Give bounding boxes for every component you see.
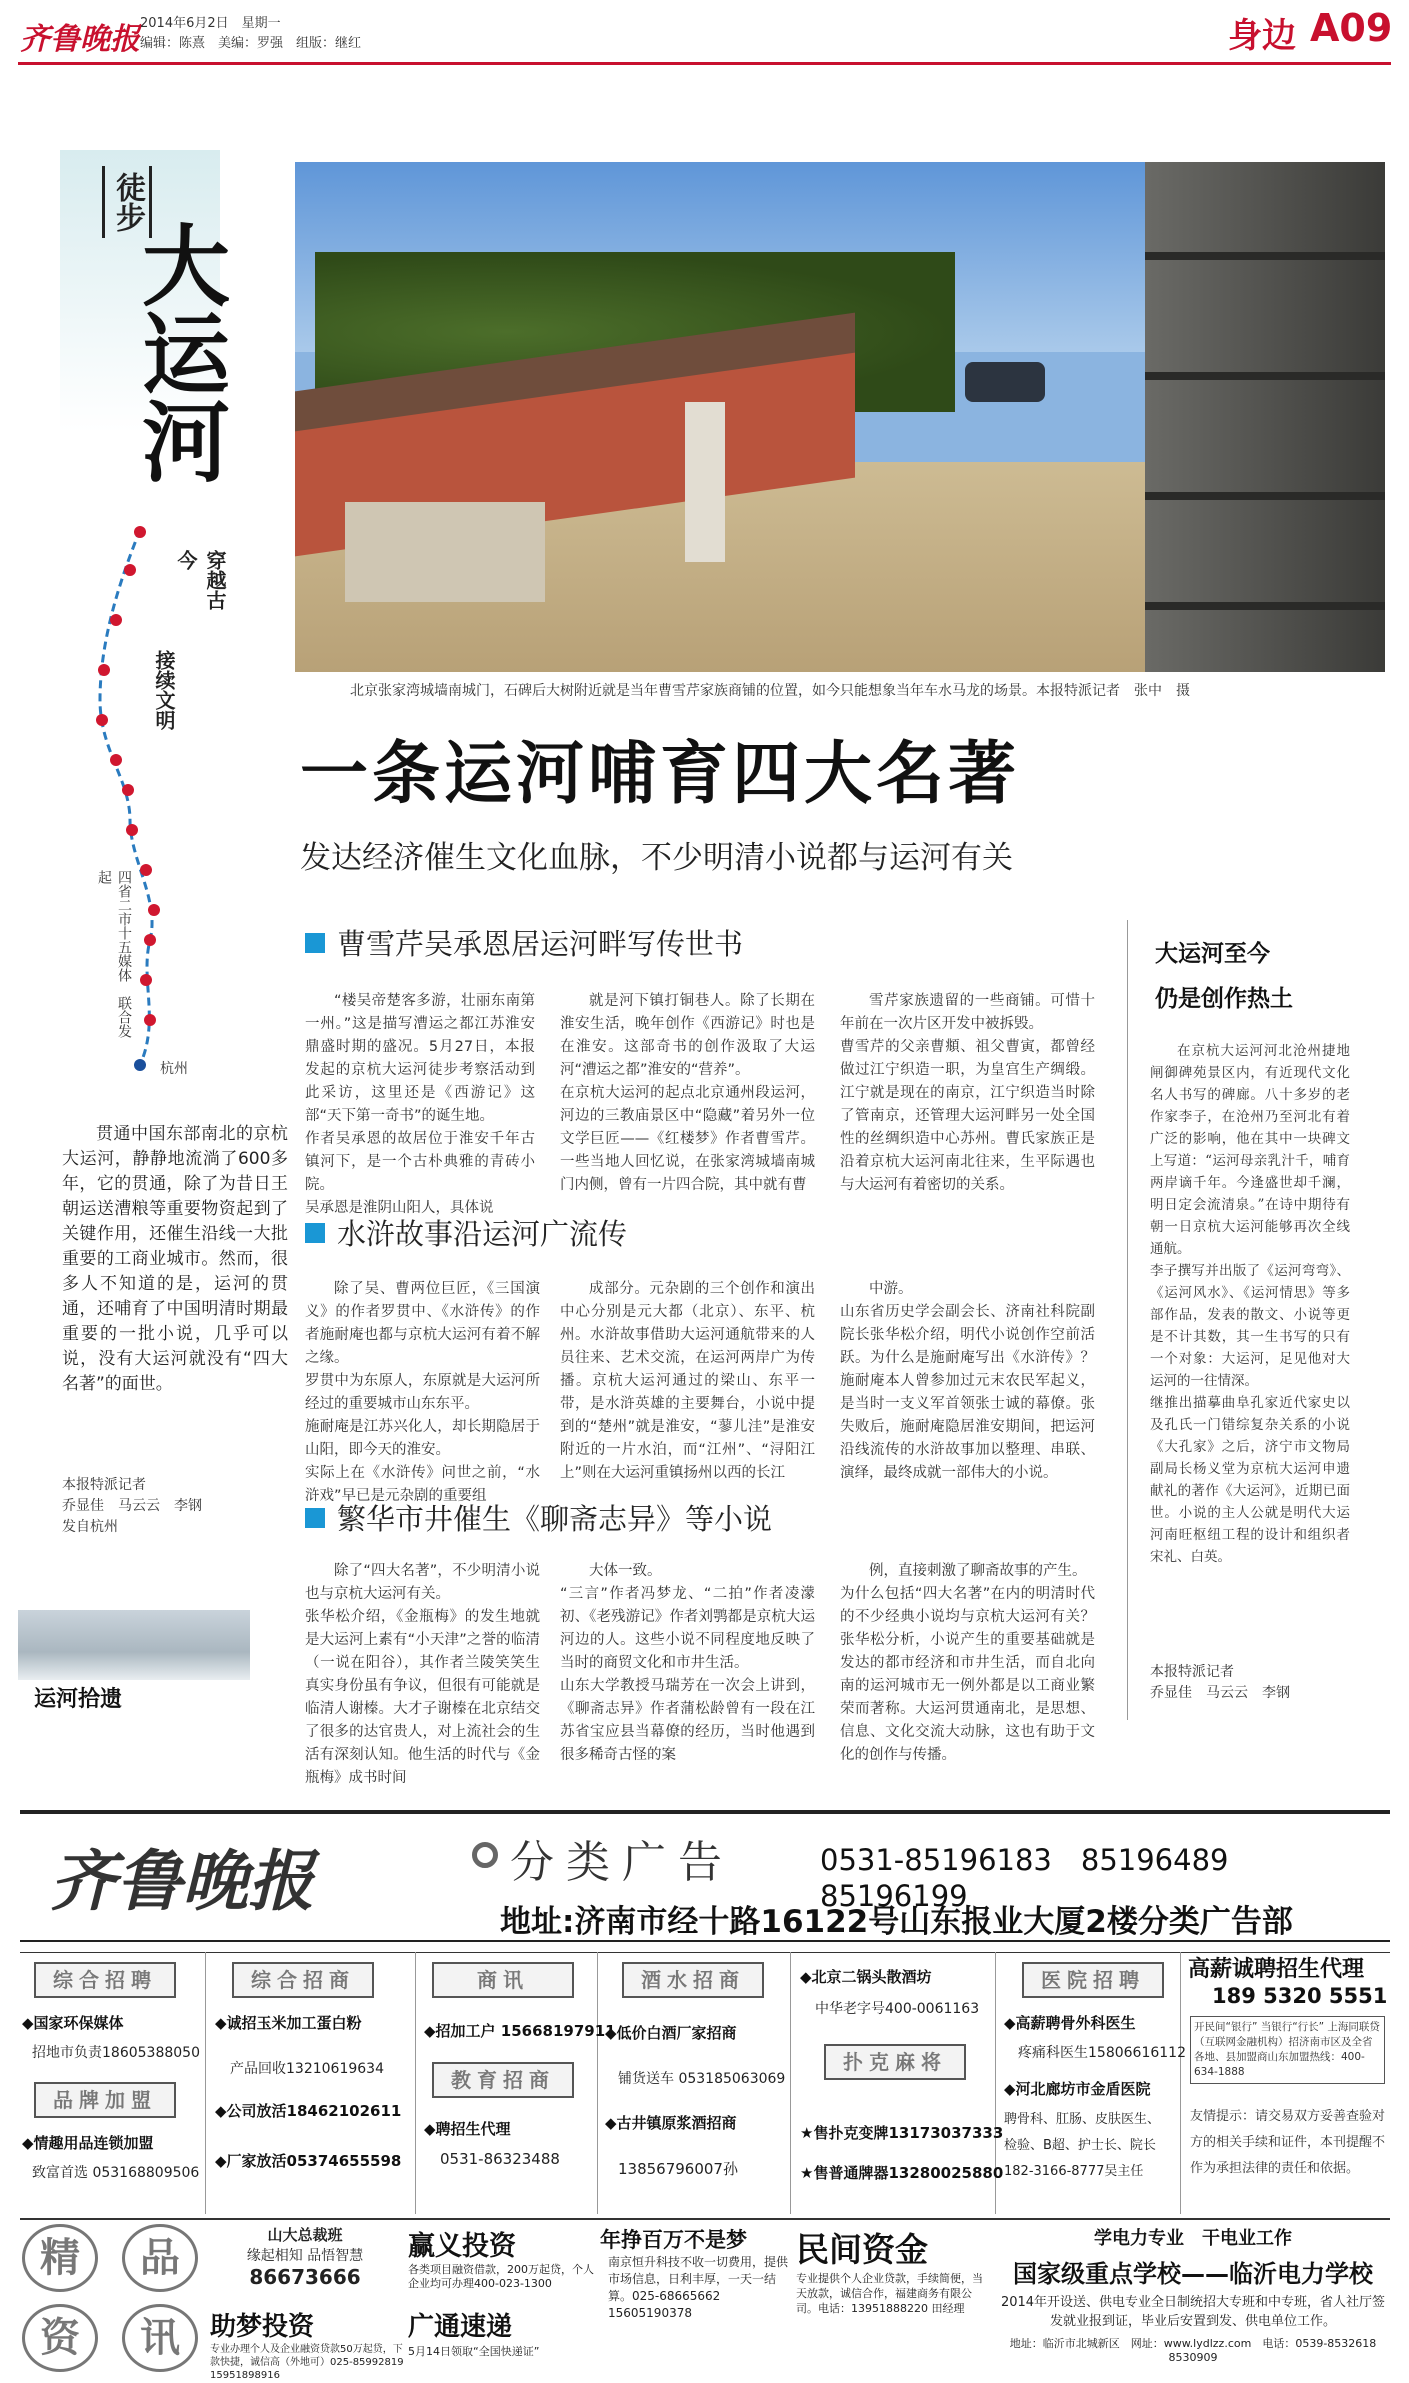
category-label: 商讯 [432,1962,574,1998]
classified-ad: ◆低价白酒厂家招商 [605,2024,737,2042]
ad-title: 民间资金 [796,2230,928,2269]
section-1-title [305,922,743,963]
classified-ad-detail: 招地市负责18605388050 [32,2045,200,2061]
section-bullet [305,933,325,953]
grid-col-rule [790,1952,791,2214]
article-headline: 一条运河哺育四大名著 [300,735,1021,814]
classified-ad-detail: 0531-86323488 [440,2150,560,2168]
category-label: 酒水招商 [622,1962,764,1998]
ad-tech [600,2224,790,2378]
classified-ad: ◆河北廊坊市金盾医院 [1004,2080,1151,2098]
ad-sub: 专业办理个人及企业融资贷款50万起贷，下款快捷，诚信高（外地可）025-85992819 15951898916 [210,2344,404,2381]
classified-ad: ◆公司放活18462102611 [215,2102,402,2120]
classified-ad-detail: 13856796007孙 [618,2160,738,2178]
classified-address: 地址:济南市经十路16122号山东报业大厦2楼分类广告部 [500,1904,1293,1940]
classified-title: 分类广告 [510,1837,734,1888]
ad-phone: 86673666 [249,2265,361,2289]
category-label: 综合招聘 [34,1962,176,1998]
classified-ad-detail: 182-3166-8777吴主任 [1004,2164,1144,2179]
ad-title: 助梦投资 [210,2312,315,2342]
recruit-note: 开民间“银行” 当银行“行长” 上海同联贷（互联网金融机构）招济南市区及全省各地、县加盟商山东加盟热线：400-634-1888 [1190,2016,1385,2084]
ad-title: 国家级重点学校——临沂电力学校 [1013,2260,1373,2288]
ad-sub: 缘起相知 品悟智慧 [246,2248,364,2264]
s3-col3: 例，直接刺激了聊斋故事的产生。 为什么包括“四大名著”在内的明清时代的不少经典小说均与京杭大运河有关？张华松分析，小说产生的重要基础就是发达的都市经济和市井生活，而自北向南的运河城市无一例外都是以工商业繁荣而著称。大运河贯通南北，是思想、信息、文化交流大动脉，这也有助于文化的创作与传播。 [840,1563,1095,1763]
grid-col-rule [205,1952,206,2214]
classified-ad: ◆高薪聘骨外科医生 [1004,2014,1136,2032]
classified-ad: ★售扑克变牌13173037333 [800,2124,1004,2142]
byline-role: 本报特派记者 [62,1477,146,1493]
grid-rule-top [20,1952,1390,1953]
ad-sub: 南京恒升科技不收一切费用，提供市场信息，日利丰厚，一天一结算。025-68665662 15605190378 [608,2255,789,2320]
tagline-2: 接续文明 [152,650,176,730]
side-title-1: 大运河至今 [1155,941,1270,967]
bottom-rule [20,2218,1390,2220]
classified-circle-icon [472,1842,498,1868]
ad-title: 山大总裁班 [267,2226,343,2244]
series-title: 大运河 [128,220,232,484]
route-note: 四省二市十五媒体 联合发起 [96,870,132,1038]
ad-title: 年挣百万不是梦 [600,2228,747,2252]
grid-col-rule [597,1952,598,2214]
ad-investment-1 [408,2224,594,2302]
classified-ad: ◆情趣用品连锁加盟 [22,2134,154,2152]
side-byline-names: 乔显佳 马云云 李钢 [1150,1685,1290,1701]
ad-investment-2 [210,2306,406,2380]
ad-sub: 各类项目融资借款，200万起贷，个人企业均可办理400-023-1300 [408,2263,594,2290]
hero-photo [295,162,1385,672]
classified-phones: 0531-85196183 85196489 85196199 [820,1843,1258,1913]
s2-col1: 除了吴、曹两位巨匠，《三国演义》的作者罗贯中、《水浒传》的作者施耐庵也都与京杭大运河有着不解之缘。 罗贯中为东原人，东原就是大运河所经过的重要城市山东东平。 施耐庵是江苏兴化人，却长期隐居于山阳，即今天的淮安。 实际上在《水浒传》问世之前，“水浒戏”早已是元杂剧的重要组 [305,1281,540,1504]
byline-place: 发自杭州 [62,1519,118,1535]
ad-private-capital [796,2224,992,2378]
side-byline-role: 本报特派记者 [1150,1664,1234,1680]
category-label: 医院招聘 [1022,1962,1164,1998]
series-tag: 徒步 [102,166,152,238]
classified-banner [20,1810,1390,1942]
classified-ad: ◆北京二锅头散酒坊 [800,1968,932,1986]
classified-ad: ★售普通牌器13280025880 [800,2164,1004,2182]
ad-sub: 5月14日领取“全国快递证” [408,2345,540,2358]
classified-logo: 齐鲁晚报 [50,1842,314,1920]
ad-contact: 地址：临沂市北城新区 网址：www.lydlzz.com 电话：0539-8532618 8530909 [1009,2337,1388,2364]
classified-ad-detail: 铺货送车 053185063069 [618,2071,786,2087]
issue-date: 2014年6月2日 星期一 [140,16,281,31]
ad-title: 广通速递 [408,2312,513,2342]
ad-express [408,2306,594,2380]
category-label: 扑克麻将 [824,2044,966,2080]
tagline-1: 穿越古今 [174,550,227,610]
boutique-char: 资 [22,2304,98,2372]
side-title-2: 仍是创作热土 [1155,986,1293,1012]
photo-caption: 北京张家湾城墙南城门，石碑后大树附近就是当年曹雪芹家族商铺的位置，如今只能想象当年车水马龙的场景。本报特派记者 张中 摄 [350,683,1190,699]
category-label: 品牌加盟 [34,2082,176,2118]
section-3-text: 繁华市井催生《聊斋志异》等小说 [337,1502,773,1536]
side-column-rule [1127,920,1128,1720]
s1-col3: 雪芹家族遗留的一些商铺。可惜十年前在一次片区开发中被拆毁。 曹雪芹的父亲曹頫、祖父曹寅，都曾经做过江宁织造一职，为皇宫生产绸缎。江宁就是现在的南京，江宁织造当时除了管南京，还管理大运河畔另一处全国性的丝绸织造中心苏州。曹氏家族正是沿着京杭大运河南北往来，生平际遇也与大运河有着密切的关系。 [840,993,1095,1193]
s3-col2: 大体一致。 “三言”作者冯梦龙、“二拍”作者凌濛初、《老残游记》作者刘鹗都是京杭大运河边的人。这些小说不同程度地反映了当时的商贸文化和市井生活。 山东大学教授马瑞芳在一次会上讲到，《聊斋志异》作者蒲松龄曾有一段在江苏省宝应县当幕僚的经历，当时他遇到很多稀奇古怪的案 [560,1563,815,1763]
classified-ad-detail: 致富首选 053168809506 [32,2165,200,2181]
editor-line: 编辑：陈熹 美编：罗强 组版：继红 [140,36,362,51]
grid-col-rule [415,1952,416,2214]
s1-col2: 就是河下镇打铜巷人。除了长期在淮安生活，晚年创作《西游记》时也是在淮安。这部奇书的创作汲取了大运河“漕运之都”淮安的“营养”。 在京杭大运河的起点北京通州段运河，河边的三教庙景区中“隐藏”着另外一位文学巨匠——《红楼梦》作者曹雪芹。一些当地人回忆说，在张家湾城墙南城门内侧，曾有一片四合院，其中就有曹 [560,993,815,1193]
s2-col3: 中游。 山东省历史学会副会长、济南社科院副院长张华松介绍，明代小说创作空前活跃。为什么是施耐庵写出《水浒传》？施耐庵本人曾参加过元末农民军起义，是当时一支义军首领张士诚的幕僚。张失败后，施耐庵隐居淮安期间，把运河沿线流传的水浒故事加以整理、串联、演绎，最终成就一部伟大的小说。 [840,1281,1095,1481]
category-label: 综合招商 [232,1962,374,1998]
recruit-title: 高薪诚聘招生代理 [1188,1957,1365,1982]
classified-ad-detail: 中华老字号400-0061163 [815,2001,980,2017]
classified-ad-detail: 聘骨科、肛肠、皮肤医生、 [1004,2112,1161,2127]
ad-title: 学电力专业 干电业工作 [1094,2228,1292,2249]
ad-sub: 专业提供个人企业贷款，手续简便，当天放款，诚信合作，福建商务有限公司。电话：13951888220 田经理 [796,2272,983,2315]
gleanings-label: 运河拾遗 [34,1687,123,1712]
ad-sub: 2014年开设送、供电专业全日制统招大专班和中专班，省人社厅签发就业报到证，毕业后安置到发、供电单位工作。 [1000,2295,1386,2329]
ad-executive-class [210,2224,400,2302]
classified-ad: ◆招加工户 15668197911 [424,2022,616,2040]
section-bullet [305,1508,325,1528]
article-subhead: 发达经济催生文化血脉，不少明清小说都与运河有关 [300,840,1013,876]
side-body: 在京杭大运河河北沧州捷地闸御碑苑景区内，有近现代文化名人书写的碑廊。八十多岁的老作家李子，在沧州乃至河北有着广泛的影响，他在其中一块碑文上写道：“运河母亲乳汁千，哺育两岸谪千年。今逢盛世却千澜，明日定会流清泉。”在诗中期待有朝一日京杭大运河能够再次全线通航。 李子撰写并出版了《运河弯弯》、《运河风水》、《运河情思》等多部作品，发表的散文、小说等更是不计其数，其一生书写的只有一个对象：大运河，足见他对大运河的一往情深。 继推出描摹曲阜孔家近代家史以及孔氏一门错综复杂关系的小说《大孔家》之后，济宁市文物局副局长杨义堂为京杭大运河申遗献礼的著作《大运河》，近期已面世。小说的主人公就是明代大运河南旺枢纽工程的设计和组织者宋礼、白英。 [1150,1043,1350,1565]
classified-ad: ◆聘招生代理 [424,2120,511,2138]
boutique-char: 讯 [122,2304,198,2372]
classified-ad: ◆国家环保媒体 [22,2014,124,2032]
section-2-title [305,1212,627,1253]
section-name: 身边 [1228,16,1296,56]
classified-ad: ◆古井镇原浆酒招商 [605,2114,737,2132]
category-label: 教育招商 [432,2062,574,2098]
recruit-phone: 189 5320 5551 [1212,1984,1388,2008]
gleanings-photo [18,1610,250,1680]
classified-ad: ◆厂家放活05374655598 [215,2152,402,2170]
classified-ad: ◆诚招玉米加工蛋白粉 [215,2014,362,2032]
boutique-char: 品 [122,2224,198,2292]
s3-col1: 除了“四大名著”，不少明清小说也与京杭大运河有关。 张华松介绍，《金瓶梅》的发生地就是大运河上素有“小天津”之誉的临清（一说在阳谷），其作者兰陵笑笑生真实身份虽有争议，但很有可能就是临清人谢榛。大才子谢榛在北京结交了很多的达官贵人，对上流社会的生活有深刻认知。他生活的时代与《金瓶梅》成书时间 [305,1563,540,1786]
header-rule [18,62,1391,65]
sidebar-byline [62,1475,282,1538]
trade-warning: 友情提示：请交易双方妥善查验对方的相关手续和证件，本刊提醒不作为承担法律的责任和依据。 [1190,2109,1386,2176]
masthead-logo: 齐鲁晚报 [20,22,140,57]
section-bullet [305,1223,325,1243]
boutique-badge [22,2224,202,2376]
section-1-text: 曹雪芹吴承恩居运河畔写传世书 [337,927,744,961]
page-number: A09 [1310,6,1393,50]
ad-title: 赢义投资 [408,2231,516,2262]
route-end-label: 杭州 [160,1061,188,1077]
classified-ad-detail: 检验、B超、护士长、院长 [1004,2138,1156,2153]
ad-power-school [998,2224,1388,2378]
sidebar-intro: 贯通中国东部南北的京杭大运河，静静地流淌了600多年，它的贯通，除了为昔日王朝运送漕粮等重要物资起到了关键作用，还催生沿线一大批重要的工商业城市。然而，很多人不知道的是，运河的贯通，还哺育了中国明清时期最重要的一批小说，几乎可以说，没有大运河就没有“四大名著”的面世。 [62,1124,288,1394]
classified-ad-detail: 疼痛科医生15806616112 [1018,2045,1186,2061]
s1-col1: “楼吴帝楚客多游，壮丽东南第一州。”这是描写漕运之都江苏淮安鼎盛时期的盛况。5月27日，本报发起的京杭大运河徒步考察活动到此采访，这里还是《西游记》这部“天下第一奇书”的诞生地。 作者吴承恩的故居位于淮安千年古镇河下，是一个古朴典雅的青砖小院。 吴承恩是淮阴山阳人，具体说 [305,993,535,1216]
section-2-text: 水浒故事沿运河广流传 [337,1217,628,1251]
side-byline [1150,1662,1290,1704]
grid-col-rule [1180,1952,1181,2214]
classified-ad-detail: 产品回收13210619634 [230,2061,384,2077]
byline-names: 乔显佳 马云云 李钢 [62,1498,202,1514]
section-3-title [305,1497,772,1538]
boutique-char: 精 [22,2224,98,2292]
s2-col2: 成部分。元杂剧的三个创作和演出中心分别是元大都（北京）、东平、杭州。水浒故事借助大运河通航带来的人员往来、艺术交流，在运河两岸广为传播。京杭大运河通过的梁山、东平一带，是水浒英雄的主要舞台，小说中提到的“楚州”就是淮安，“蓼儿洼”是淮安附近的一片水泊，而“江州”、“浔阳江上”则在大运河重镇扬州以西的长江 [560,1281,815,1481]
